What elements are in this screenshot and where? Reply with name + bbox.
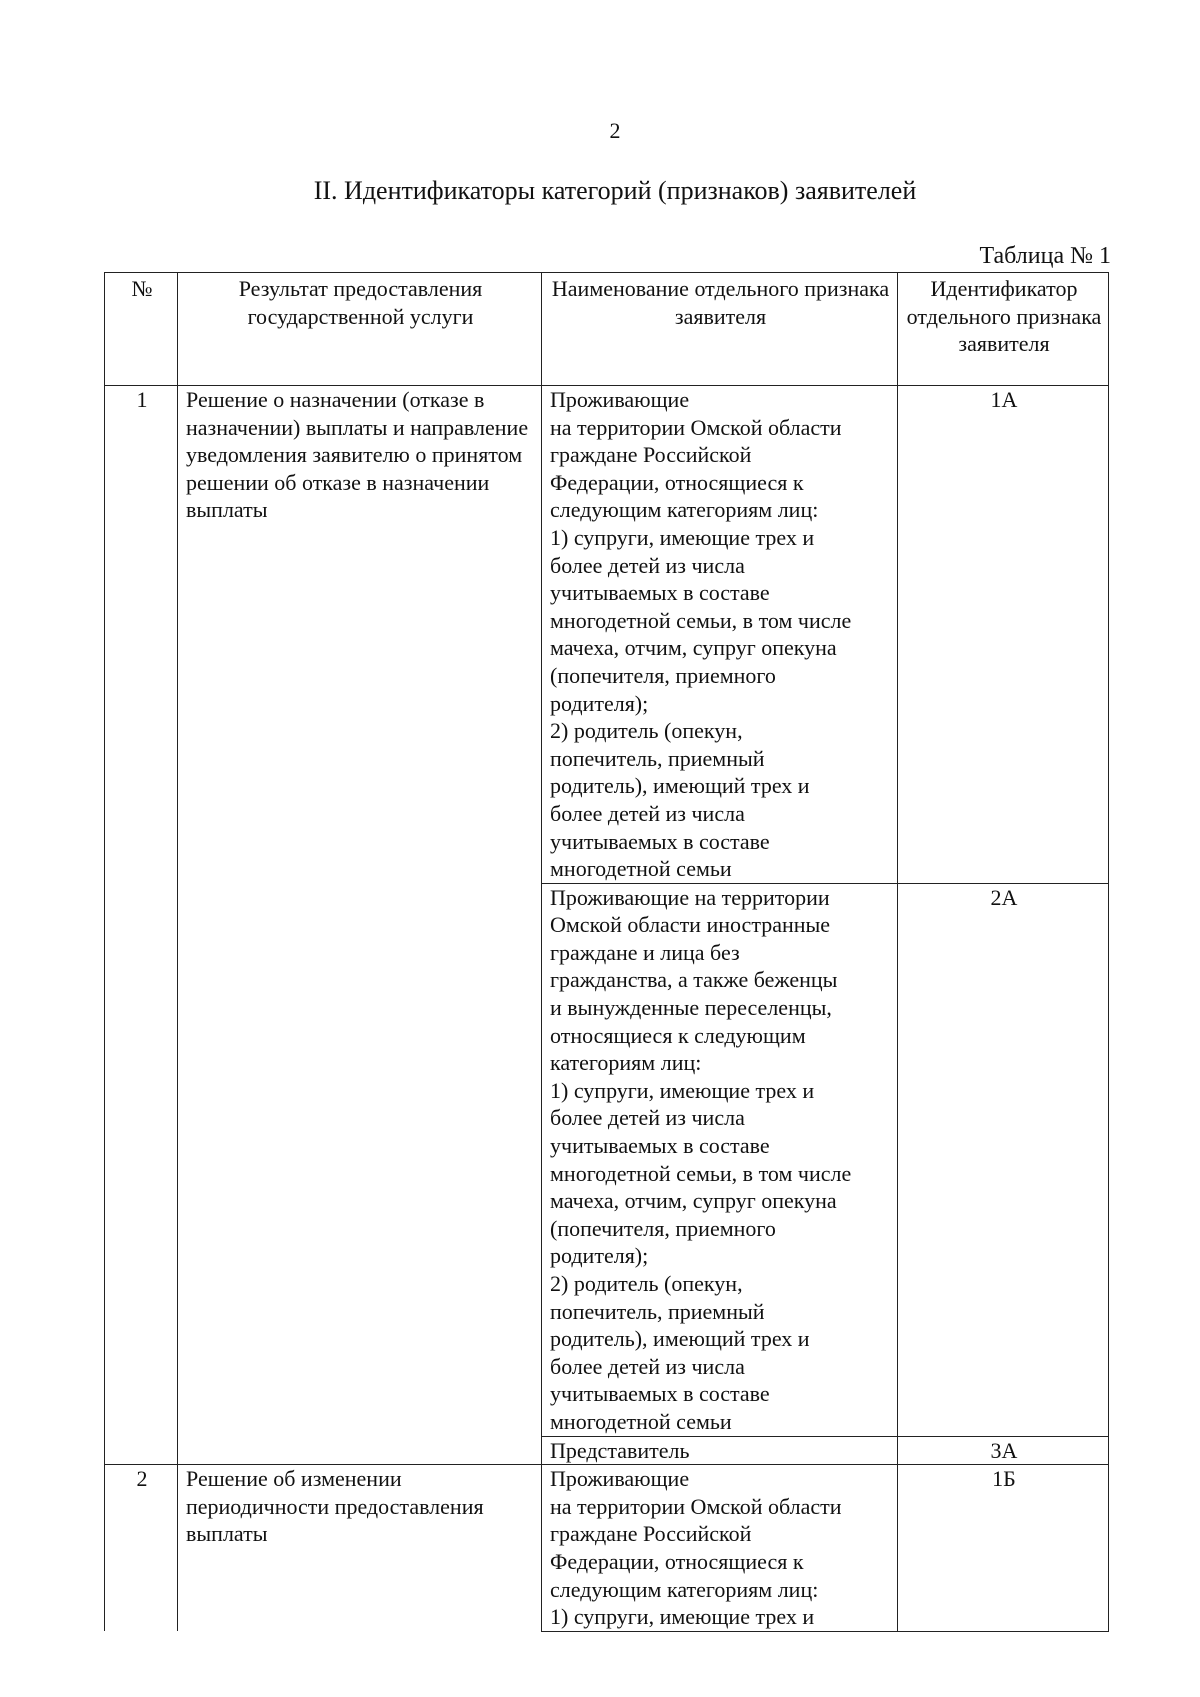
table-row: [105, 386, 1109, 884]
attribute-name-line: более детей из числа: [550, 552, 745, 578]
header-id: Идентификатор отдельного признака заявителя: [898, 273, 1109, 386]
attribute-name-line: многодетной семьи: [550, 1408, 732, 1434]
attribute-name-line: родителя);: [550, 1243, 649, 1269]
attribute-name-line: Федерации, относящиеся к: [550, 1548, 804, 1574]
attribute-name-line: родитель), имеющий трех и: [550, 773, 810, 799]
attribute-name-line: учитываемых в составе: [550, 1133, 770, 1159]
attribute-name-line: следующим категориям лиц:: [550, 1576, 819, 1602]
service-result: Решение о назначении (отказе в назначении) выплаты и направление уведомления заявителю о принятом решении об отказе в назначении выплаты: [178, 386, 542, 1465]
attribute-identifier: 1А: [898, 386, 1109, 884]
attribute-name-line: 1) супруги, имеющие трех и: [550, 1077, 815, 1103]
attribute-identifier: 3А: [898, 1436, 1109, 1465]
attribute-name-line: граждане Российской: [550, 1521, 752, 1547]
attribute-name-line: 1) супруги, имеющие трех и: [550, 524, 815, 550]
service-result: Решение об изменении периодичности предоставления выплаты: [178, 1465, 542, 1632]
attribute-name-line: 2) родитель (опекун,: [550, 1271, 743, 1296]
table-row: [105, 1465, 1109, 1632]
attribute-name-line: попечитель, приемный: [550, 745, 765, 771]
attribute-name-line: более детей из числа: [550, 1353, 745, 1379]
attribute-name-line: многодетной семьи, в том числе: [550, 1160, 852, 1186]
attribute-name-line: (попечителя, приемного: [550, 662, 776, 688]
applicant-attribute-name: [542, 1436, 898, 1465]
attribute-name-line: граждане и лица без: [550, 939, 740, 965]
section-title: II. Идентификаторы категорий (признаков) заявителей: [313, 176, 917, 205]
header-result: Результат предоставления государственной услуги: [178, 273, 542, 386]
header-row: [105, 273, 1109, 386]
attribute-name-line: учитываемых в составе: [550, 828, 770, 854]
attribute-name-line: гражданства, а также беженцы: [550, 967, 838, 993]
attribute-name-line: категориям лиц:: [550, 1050, 702, 1076]
header-num: №: [105, 273, 178, 386]
attribute-name-line: и вынужденные переселенцы,: [550, 995, 832, 1021]
attribute-name-line: Проживающие на территории: [550, 884, 830, 910]
attribute-name-line: многодетной семьи, в том числе: [550, 607, 852, 633]
attribute-name-line: учитываемых в составе: [550, 580, 770, 606]
applicant-attribute-name: [542, 1465, 898, 1632]
applicant-attribute-name: [542, 386, 898, 884]
attribute-name-line: попечитель, приемный: [550, 1298, 765, 1324]
attribute-name-line: мачеха, отчим, супруг опекуна: [550, 635, 837, 661]
attribute-name-line: на территории Омской области: [550, 414, 842, 440]
attribute-name-line: мачеха, отчим, супруг опекуна: [550, 1188, 837, 1214]
attribute-name-line: (попечителя, приемного: [550, 1215, 776, 1241]
applicant-attribute-name: [542, 883, 898, 1436]
page-number: 2: [609, 118, 621, 143]
attribute-name-line: более детей из числа: [550, 1105, 745, 1131]
attribute-name-line: многодетной семьи: [550, 856, 732, 882]
attribute-identifier: 1Б: [898, 1465, 1109, 1632]
attribute-name-line: Проживающие: [550, 387, 690, 412]
attribute-name-line: Проживающие: [550, 1466, 690, 1492]
header-name: Наименование отдельного признака заявителя: [542, 273, 898, 386]
attribute-name-line: Омской области иностранные: [550, 912, 831, 938]
attribute-name-line: Федерации, относящиеся к: [550, 469, 804, 495]
attribute-name-line: следующим категориям лиц:: [550, 497, 819, 523]
identifiers-table: [104, 272, 1109, 1632]
attribute-name-line: граждане Российской: [550, 442, 752, 468]
table-caption: Таблица № 1: [979, 243, 1111, 269]
attribute-identifier: 2А: [898, 883, 1109, 1436]
attribute-name-line: учитываемых в составе: [550, 1381, 770, 1407]
attribute-name-line: Представитель: [550, 1437, 690, 1463]
attribute-name-line: 2) родитель (опекун,: [550, 718, 743, 744]
attribute-name-line: более детей из числа: [550, 800, 745, 826]
attribute-name-line: относящиеся к следующим: [550, 1022, 806, 1048]
attribute-name-line: на территории Омской области: [550, 1493, 842, 1519]
attribute-name-line: 1) супруги, имеющие трех и: [550, 1604, 815, 1630]
attribute-name-line: родитель), имеющий трех и: [550, 1326, 810, 1352]
row-number: 1: [105, 386, 178, 1465]
attribute-name-line: родителя);: [550, 690, 649, 716]
row-number: 2: [105, 1465, 178, 1632]
